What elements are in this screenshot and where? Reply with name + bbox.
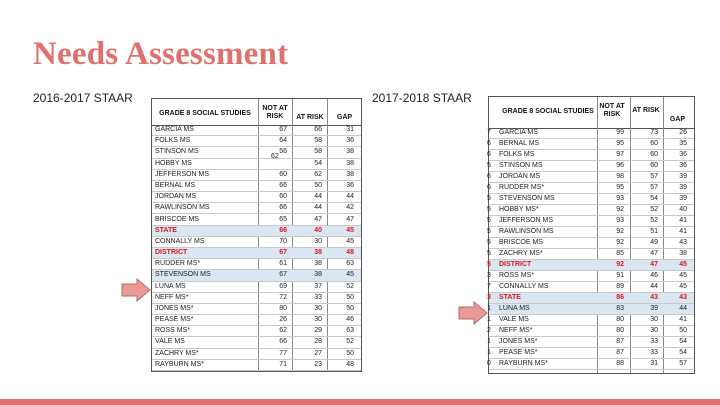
gap-value: 54 <box>679 338 687 345</box>
row-rank: 1 <box>487 305 491 312</box>
row-rank: 5 <box>487 206 491 213</box>
school-name: FOLKS MS <box>499 151 535 158</box>
row-rank: 6 <box>487 173 491 180</box>
right-table-label: 2017-2018 STAAR <box>372 91 472 105</box>
row-rank: 5 <box>487 217 491 224</box>
left-header-2: AT RISK <box>296 114 324 121</box>
table-row <box>489 249 694 260</box>
school-name: GARCIA MS <box>499 129 538 136</box>
school-name: JONES MS* <box>155 304 194 312</box>
school-name: STINSON MS <box>499 162 543 169</box>
school-name: ROSS MS* <box>155 327 191 335</box>
gap-value: 39 <box>679 173 687 180</box>
table-row <box>489 150 694 161</box>
table-row <box>489 139 694 150</box>
row-rank: 3 <box>487 294 491 301</box>
right-header-2: AT RISK <box>632 107 660 114</box>
gap-value: 48 <box>346 360 354 368</box>
gap-value: 31 <box>346 126 354 134</box>
not-at-risk-value: 96 <box>616 162 624 169</box>
gap-value: 38 <box>346 159 354 167</box>
table-row <box>152 203 361 214</box>
table-row <box>489 348 694 359</box>
gap-value: 41 <box>679 316 687 323</box>
school-name: RAYBURN MS* <box>499 360 548 367</box>
left-table-header <box>152 99 361 126</box>
at-risk-value: 62 <box>314 170 322 178</box>
table-row <box>152 270 361 281</box>
table-2017-2018 <box>488 96 695 374</box>
table-2016-2017 <box>151 98 362 372</box>
not-at-risk-value: 67 <box>279 271 287 279</box>
gap-value: 45 <box>679 272 687 279</box>
at-risk-value: 30 <box>650 327 658 334</box>
at-risk-value: 30 <box>650 316 658 323</box>
row-rank: 2 <box>487 327 491 334</box>
school-name: FOLKS MS <box>155 137 191 145</box>
at-risk-value: 33 <box>650 349 658 356</box>
row-rank: 3 <box>487 272 491 279</box>
not-at-risk-value: 85 <box>616 250 624 257</box>
table-row <box>152 315 361 326</box>
not-at-risk-value: 98 <box>616 173 624 180</box>
at-risk-value: 39 <box>650 305 658 312</box>
gap-value: 57 <box>679 360 687 367</box>
gap-value: 54 <box>679 349 687 356</box>
at-risk-value: 50 <box>314 181 322 189</box>
row-rank: 7 <box>487 283 491 290</box>
at-risk-value: 60 <box>650 162 658 169</box>
at-risk-value: 51 <box>650 228 658 235</box>
school-name: PEASE MS* <box>499 349 538 356</box>
table-row <box>489 205 694 216</box>
school-name: STATE <box>155 226 177 234</box>
right-header-3: GAP <box>669 116 686 123</box>
table-row <box>152 293 361 304</box>
gap-value: 63 <box>346 260 354 268</box>
not-at-risk-value: 61 <box>279 260 287 268</box>
school-name: ZACHRY MS* <box>155 349 199 357</box>
right-header-0: GRADE 8 SOCIAL STUDIES <box>502 108 594 115</box>
gap-value: 50 <box>679 327 687 334</box>
school-name: BRISCOE MS <box>155 215 199 223</box>
school-name: BRISCOE MS <box>499 239 543 246</box>
gap-value: 50 <box>346 304 354 312</box>
slide-title: Needs Assessment <box>33 36 289 72</box>
table-row <box>489 161 694 172</box>
school-name: JORDAN MS <box>499 173 541 180</box>
table-row <box>152 214 361 225</box>
table-row <box>152 337 361 348</box>
school-name: RAWLINSON MS <box>499 228 554 235</box>
table-row <box>489 293 694 304</box>
at-risk-value: 52 <box>650 217 658 224</box>
gap-value: 50 <box>346 293 354 301</box>
not-at-risk-value: 93 <box>616 195 624 202</box>
not-at-risk-value: 86 <box>616 294 624 301</box>
at-risk-value: 73 <box>650 129 658 136</box>
gap-value: 42 <box>346 204 354 212</box>
at-risk-value: 23 <box>314 360 322 368</box>
not-at-risk-value: 87 <box>616 338 624 345</box>
table-row <box>152 125 361 136</box>
gap-value: 44 <box>346 193 354 201</box>
right-header-1: NOT AT RISK <box>599 103 625 118</box>
row-rank: 1 <box>487 316 491 323</box>
table-row <box>489 337 694 348</box>
table-row <box>489 260 694 271</box>
not-at-risk-value: 60 <box>279 170 287 178</box>
not-at-risk-value: 80 <box>616 316 624 323</box>
table-row <box>489 359 694 370</box>
school-name: DISTRICT <box>499 261 532 268</box>
right-pointer-arrow-icon <box>458 301 488 325</box>
not-at-risk-value: 92 <box>616 239 624 246</box>
row-rank: 5 <box>487 250 491 257</box>
at-risk-value: 38 <box>314 271 322 279</box>
not-at-risk-value: 70 <box>279 237 287 245</box>
gap-value: 36 <box>679 162 687 169</box>
gap-value: 45 <box>346 271 354 279</box>
not-at-risk-value: 69 <box>279 282 287 290</box>
gap-value: 45 <box>346 237 354 245</box>
gap-value: 43 <box>679 294 687 301</box>
at-risk-value: 29 <box>314 327 322 335</box>
school-name: JORDAN MS <box>155 193 197 201</box>
school-name: CONNALLY MS <box>499 283 549 290</box>
at-risk-value: 31 <box>650 360 658 367</box>
gap-value: 41 <box>679 228 687 235</box>
bottom-accent-bar <box>0 399 720 405</box>
left-pointer-arrow-icon <box>121 278 151 302</box>
not-at-risk-value: 77 <box>279 349 287 357</box>
gap-value: 47 <box>346 215 354 223</box>
left-header-3: GAP <box>336 114 353 121</box>
school-name: RUDDER MS* <box>499 184 545 191</box>
school-name: LUNA MS <box>499 305 530 312</box>
school-name: STATE <box>499 294 521 301</box>
table-row <box>152 360 361 371</box>
at-risk-value: 46 <box>650 272 658 279</box>
table-row <box>152 304 361 315</box>
not-at-risk-value: 88 <box>616 360 624 367</box>
school-name: NEFF MS* <box>499 327 533 334</box>
not-at-risk-value: 92 <box>616 261 624 268</box>
row-rank: 1 <box>487 338 491 345</box>
at-risk-value: 54 <box>650 195 658 202</box>
not-at-risk-value: 66 <box>279 181 287 189</box>
table-row <box>489 282 694 293</box>
table-row <box>489 271 694 282</box>
gap-value: 46 <box>346 316 354 324</box>
school-name: BERNAL MS <box>499 140 540 147</box>
school-name: RAWLINSON MS <box>155 204 210 212</box>
not-at-risk-value: 71 <box>279 360 287 368</box>
school-name: STEVENSON MS <box>155 271 211 279</box>
not-at-risk-value: 67 <box>279 126 287 134</box>
table-row <box>152 192 361 203</box>
at-risk-value: 58 <box>314 148 322 156</box>
not-at-risk-value: 66 <box>279 204 287 212</box>
school-name: ROSS MS* <box>499 272 535 279</box>
at-risk-value: 30 <box>314 237 322 245</box>
school-name: PEASE MS* <box>155 316 194 324</box>
school-name: RUDDER MS* <box>155 260 201 268</box>
school-name: NEFF MS* <box>155 293 189 301</box>
not-at-risk-value: 26 <box>279 316 287 324</box>
row-rank: 5 <box>487 162 491 169</box>
at-risk-value: 57 <box>650 184 658 191</box>
not-at-risk-value: 62 <box>279 327 287 335</box>
at-risk-value: 47 <box>650 261 658 268</box>
at-risk-value: 30 <box>314 316 322 324</box>
table-row <box>152 248 361 259</box>
row-rank: 6 <box>487 151 491 158</box>
table-row <box>489 128 694 139</box>
at-risk-value: 44 <box>650 283 658 290</box>
table-row <box>152 159 361 170</box>
at-risk-value: 57 <box>650 173 658 180</box>
at-risk-value: 38 <box>314 260 322 268</box>
row-rank: 1 <box>487 349 491 356</box>
not-at-risk-value: 95 <box>616 140 624 147</box>
gap-value: 39 <box>679 184 687 191</box>
table-row <box>152 170 361 181</box>
gap-value: 36 <box>346 137 354 145</box>
school-name: JEFFERSON MS <box>155 170 210 178</box>
school-name: VALE MS <box>499 316 529 323</box>
gap-value: 39 <box>679 195 687 202</box>
table-row <box>152 181 361 192</box>
table-row <box>489 227 694 238</box>
not-at-risk-value: 60 <box>279 193 287 201</box>
row-rank: 6 <box>487 184 491 191</box>
gap-value: 45 <box>679 283 687 290</box>
at-risk-value: 52 <box>650 206 658 213</box>
gap-value: 36 <box>346 181 354 189</box>
at-risk-value: 33 <box>650 338 658 345</box>
row-rank: 5 <box>487 261 491 268</box>
row-rank: 7 <box>487 129 491 136</box>
school-name: VALE MS <box>155 338 185 346</box>
not-at-risk-value: 80 <box>279 304 287 312</box>
at-risk-value: 40 <box>314 226 322 234</box>
row-rank: 5 <box>487 228 491 235</box>
at-risk-value: 37 <box>314 282 322 290</box>
at-risk-value: 54 <box>314 159 322 167</box>
not-at-risk-value: 56 <box>279 148 287 156</box>
not-at-risk-value: 66 <box>279 226 287 234</box>
not-at-risk-value: 64 <box>279 137 287 145</box>
not-at-risk-value: 91 <box>616 272 624 279</box>
table-row <box>489 172 694 183</box>
not-at-risk-value: 95 <box>616 184 624 191</box>
not-at-risk-value: 66 <box>279 338 287 346</box>
school-name: LUNA MS <box>155 282 186 290</box>
not-at-risk-value: 65 <box>279 215 287 223</box>
table-row <box>152 136 361 147</box>
at-risk-value: 44 <box>314 204 322 212</box>
school-name: ZACHRY MS* <box>499 250 543 257</box>
school-name: HOBBY MS <box>155 159 192 167</box>
gap-value: 63 <box>346 327 354 335</box>
gap-value: 48 <box>346 249 354 257</box>
at-risk-value: 28 <box>314 338 322 346</box>
school-name: DISTRICT <box>155 249 188 257</box>
at-risk-value: 27 <box>314 349 322 357</box>
gap-value: 45 <box>679 261 687 268</box>
gap-value: 38 <box>679 250 687 257</box>
not-at-risk-value: 67 <box>279 249 287 257</box>
school-name: HOBBY MS* <box>499 206 539 213</box>
row-rank: 6 <box>487 140 491 147</box>
not-at-risk-value: 72 <box>279 293 287 301</box>
at-risk-value: 60 <box>650 151 658 158</box>
at-risk-value: 38 <box>314 249 322 257</box>
row-rank: 5 <box>487 195 491 202</box>
school-name: BERNAL MS <box>155 181 196 189</box>
at-risk-value: 58 <box>314 137 322 145</box>
gap-value: 45 <box>346 226 354 234</box>
row-rank: 0 <box>487 360 491 367</box>
school-name: RAYBURN MS* <box>155 360 204 368</box>
school-name: STINSON MS <box>155 148 199 156</box>
gap-value: 38 <box>346 148 354 156</box>
table-row <box>489 326 694 337</box>
not-at-risk-value: 92 <box>616 206 624 213</box>
not-at-risk-value: 97 <box>616 151 624 158</box>
not-at-risk-value: 87 <box>616 349 624 356</box>
at-risk-value: 43 <box>650 294 658 301</box>
gap-value: 35 <box>679 140 687 147</box>
table-row <box>489 183 694 194</box>
table-row <box>489 304 694 315</box>
gap-value: 26 <box>679 129 687 136</box>
row-rank: 5 <box>487 239 491 246</box>
at-risk-value: 60 <box>650 140 658 147</box>
school-name: JONES MS* <box>499 338 538 345</box>
at-risk-value: 66 <box>314 126 322 134</box>
table-row <box>152 237 361 248</box>
gap-value: 38 <box>346 170 354 178</box>
gap-value: 43 <box>679 239 687 246</box>
gap-value: 52 <box>346 282 354 290</box>
not-at-risk-value: 83 <box>616 305 624 312</box>
stray-value: 62 <box>271 152 279 160</box>
table-row <box>489 315 694 326</box>
table-row <box>489 238 694 249</box>
table-row <box>152 226 361 237</box>
at-risk-value: 30 <box>314 304 322 312</box>
school-name: JEFFERSON MS <box>499 217 554 224</box>
left-header-0: GRADE 8 SOCIAL STUDIES <box>159 110 251 117</box>
school-name: STEVENSON MS <box>499 195 555 202</box>
table-row <box>152 282 361 293</box>
not-at-risk-value: 80 <box>616 327 624 334</box>
gap-value: 36 <box>679 151 687 158</box>
at-risk-value: 49 <box>650 239 658 246</box>
table-row <box>489 216 694 227</box>
table-row <box>489 194 694 205</box>
not-at-risk-value: 93 <box>616 217 624 224</box>
gap-value: 44 <box>679 305 687 312</box>
school-name: CONNALLY MS <box>155 237 205 245</box>
not-at-risk-value: 89 <box>616 283 624 290</box>
not-at-risk-value: 92 <box>616 228 624 235</box>
gap-value: 41 <box>679 217 687 224</box>
table-row <box>152 349 361 360</box>
at-risk-value: 47 <box>314 215 322 223</box>
left-table-label: 2016-2017 STAAR <box>33 91 133 105</box>
not-at-risk-value: 99 <box>616 129 624 136</box>
school-name: GARCIA MS <box>155 126 194 134</box>
at-risk-value: 33 <box>314 293 322 301</box>
gap-value: 52 <box>346 338 354 346</box>
gap-value: 50 <box>346 349 354 357</box>
table-row <box>152 147 361 158</box>
left-header-1: NOT AT RISK <box>262 105 288 120</box>
table-row <box>152 259 361 270</box>
at-risk-value: 44 <box>314 193 322 201</box>
at-risk-value: 47 <box>650 250 658 257</box>
table-row <box>152 326 361 337</box>
gap-value: 40 <box>679 206 687 213</box>
